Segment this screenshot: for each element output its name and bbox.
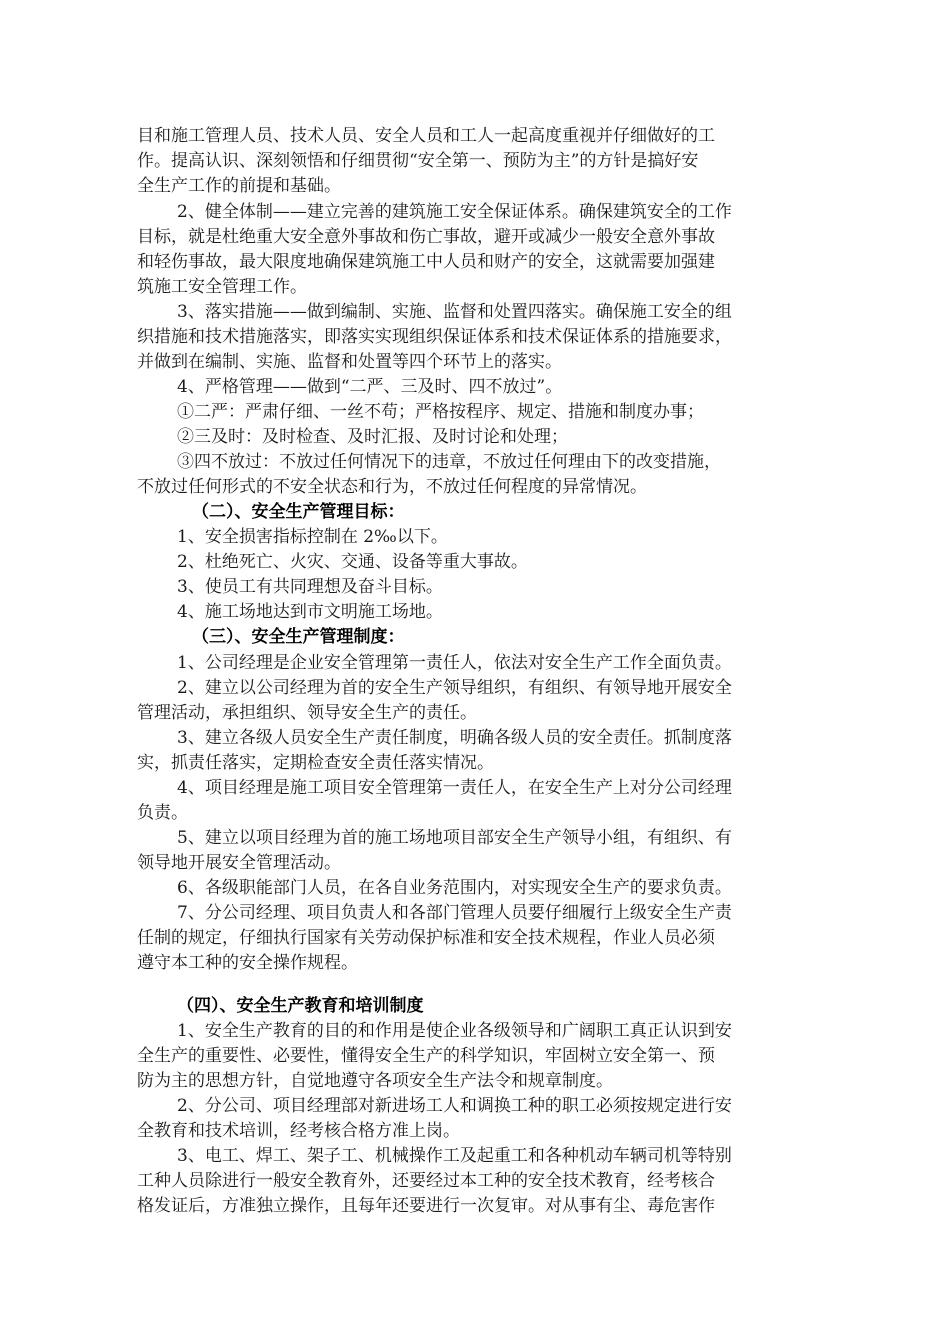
text-line: 7、分公司经理、项目负责人和各部门管理人员要仔细履行上级安全生产责 <box>177 903 732 923</box>
section-heading: （二）、安全生产管理目标： <box>192 502 405 522</box>
text-line: 2、健全体制——建立完善的建筑施工安全保证体系。确保建筑安全的工作 <box>177 202 732 222</box>
text-line: 格发证后，方准独立操作，且每年还要进行一次复审。对从事有尘、毒危害作 <box>137 1196 715 1216</box>
text-line: 和轻伤事故，最大限度地确保建筑施工中人员和财产的安全，这就需要加强建 <box>137 252 715 272</box>
text-line: ②三及时：及时检查、及时汇报、及时讨论和处理； <box>177 427 568 447</box>
text-line: 并做到在编制、实施、监督和处置等四个环节上的落实。 <box>137 352 562 372</box>
text-line: 4、施工场地达到市文明施工场地。 <box>177 602 443 622</box>
text-line: 任制的规定，仔细执行国家有关劳动保护标准和安全技术规程，作业人员必须 <box>137 928 715 948</box>
text-line: 2、建立以公司经理为首的安全生产领导组织，有组织、有领导地开展安全 <box>177 678 732 698</box>
text-line: 2、分公司、项目经理部对新进场工人和调换工种的职工必须按规定进行安 <box>177 1096 732 1116</box>
text-line: 领导地开展安全管理活动。 <box>137 853 341 873</box>
text-line: 遵守本工种的安全操作规程。 <box>137 953 358 973</box>
text-line: 工种人员除进行一般安全教育外，还要经过本工种的安全技术教育，经考核合 <box>137 1171 715 1191</box>
text-line: 1、安全损害指标控制在 2‰以下。 <box>177 527 448 547</box>
text-line: ①二严：严肃仔细、一丝不苟；严格按程序、规定、措施和制度办事； <box>177 402 704 422</box>
text-line: 4、项目经理是施工项目安全管理第一责任人，在安全生产上对分公司经理 <box>177 778 732 798</box>
text-line: 5、建立以项目经理为首的施工场地项目部安全生产领导小组，有组织、有 <box>177 828 732 848</box>
text-line: 1、公司经理是企业安全管理第一责任人，依法对安全生产工作全面负责。 <box>177 653 732 673</box>
text-line: 3、落实措施——做到编制、实施、监督和处置四落实。确保施工安全的组 <box>177 302 732 322</box>
text-line: 全教育和技术培训，经考核合格方准上岗。 <box>137 1121 460 1141</box>
text-line: 3、使员工有共同理想及奋斗目标。 <box>177 577 443 597</box>
text-line: 4、严格管理——做到“二严、三及时、四不放过”。 <box>177 377 563 397</box>
text-line: 2、杜绝死亡、火灾、交通、设备等重大事故。 <box>177 552 528 572</box>
text-line: 3、建立各级人员安全生产责任制度，明确各级人员的安全责任。抓制度落 <box>177 728 732 748</box>
text-line: 防为主的思想方针，自觉地遵守各项安全生产法令和规章制度。 <box>137 1071 613 1091</box>
text-line: ③四不放过：不放过任何情况下的违章，不放过任何理由下的改变措施， <box>177 452 721 472</box>
text-line: 目和施工管理人员、技术人员、安全人员和工人一起高度重视并仔细做好的工 <box>137 126 715 146</box>
text-line: 目标，就是杜绝重大安全意外事故和伤亡事故，避开或减少一般安全意外事故 <box>137 227 715 247</box>
text-line: 6、各级职能部门人员，在各自业务范围内，对实现安全生产的要求负责。 <box>177 878 732 898</box>
section-heading: （三）、安全生产管理制度： <box>192 627 405 647</box>
text-line: 3、电工、焊工、架子工、机械操作工及起重工和各种机动车辆司机等特别 <box>177 1146 732 1166</box>
text-line: 实，抓责任落实，定期检查安全责任落实情况。 <box>137 753 494 773</box>
text-line: 负责。 <box>137 803 188 823</box>
text-line: 全生产的重要性、必要性，懂得安全生产的科学知识，牢固树立安全第一、预 <box>137 1046 715 1066</box>
text-line: 筑施工安全管理工作。 <box>137 277 307 297</box>
text-line: 1、安全生产教育的目的和作用是使企业各级领导和广阔职工真正认识到安 <box>177 1021 732 1041</box>
text-line: 全生产工作的前提和基础。 <box>137 176 341 196</box>
text-line: 不放过任何形式的不安全状态和行为，不放过任何程度的异常情况。 <box>137 477 647 497</box>
section-heading: （四）、安全生产教育和培训制度 <box>177 996 424 1016</box>
text-line: 作。提高认识、深刻领悟和仔细贯彻“安全第一、预防为主”的方针是搞好安 <box>137 151 699 171</box>
text-line: 织措施和技术措施落实，即落实实现组织保证体系和技术保证体系的措施要求， <box>137 327 732 347</box>
text-line: 管理活动，承担组织、领导安全生产的责任。 <box>137 703 477 723</box>
